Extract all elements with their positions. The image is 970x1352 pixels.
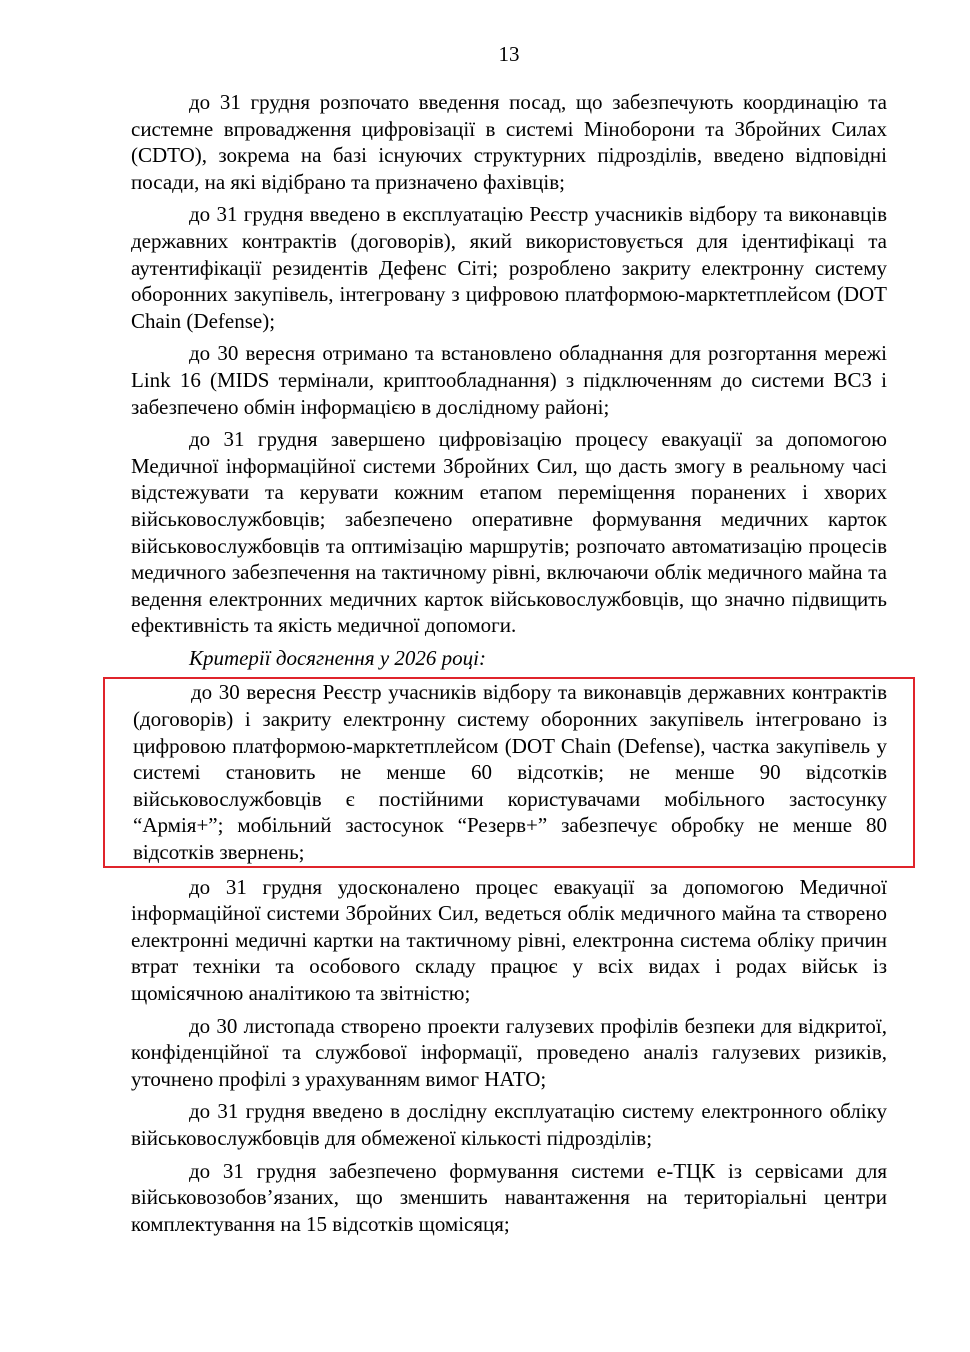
paragraph-link16: до 30 вересня отримано та встановлено обладнання для розгортання мережі Link 16 (MIDS термінали, криптообладнання) з підключенням до системи ВСЗ і забезпечено обмін інформацією в дослідному районі; [131,341,887,419]
paragraph-medical-evacuation: до 31 грудня завершено цифровізацію процесу евакуації за допомогою Медичної інформаційної системи Збройних Сил, що дасть змогу в реальному часі відстежувати та керувати кожним етапом переміщення поранених і хворих військовослужбовців; забезпечено оперативне формування медичних карток військовослужбовців та оптимізацію маршрутів; розпочато автоматизацію процесів медичного забезпечення на тактичному рівні, включаючи облік медичного майна та ведення електронних медичних карток військовослужбовців, що значно підвищить ефективність та якість медичної допомоги. [131,427,887,638]
document-body [131,89,887,1243]
paragraph-personnel-accounting: до 31 грудня введено в дослідну експлуатацію систему електронного обліку військовослужбовців для обмеженої кількості підрозділів; [131,1099,887,1150]
paragraph-e-tck: до 31 грудня забезпечено формування системи е-ТЦК із сервісами для військовозобов’язаних, що зменшить навантаження на територіальні центри комплектування на 15 відсотків щомісяця; [131,1158,887,1236]
highlighted-paragraph: до 30 вересня Реєстр учасників відбору та виконавців державних контрактів (договорів) і закриту електронну систему оборонних закупівель інтегровано із цифровою платформою-марктетплейсом (DOT Chain (Defense), частка закупівель у системі становить не менше 60 відсотків; не менше 90 відсотків військовослужбовців є постійними користувачами мобільного застосунку “Армія+”; мобільний застосунок “Резерв+” забезпечує обробку не менше 80 відсотків звернень; [133,680,887,865]
criteria-heading: Критерії досягнення у 2026 році: [189,645,486,670]
page-number: 13 [498,42,520,66]
paragraph-medical-2026: до 31 грудня удосконалено процес евакуації за допомогою Медичної інформаційної системи Збройних Сил, ведеться облік медичного майна та створено електронні медичні картки на тактичному рівні, електронна система обліку причин втрат техніки та особового складу працює у всіх видах і родах військ із щомісячною аналітикою та звітністю; [131,874,887,1005]
paragraph-cdto: до 31 грудня розпочато введення посад, що забезпечують координацію та системне впровадження цифровізації в системі Міноборони та Збройних Силах (CDTO), зокрема на базі існуючих структурних підрозділів, введено відповідні посади, на які відібрано та призначено фахівців; [131,90,887,194]
paragraph-registry: до 31 грудня введено в експлуатацію Реєстр учасників відбору та виконавців державних контрактів (договорів), який використовується для ідентифікаці та аутентифікації резидентів Дефенс Сіті; розроблено закриту електронну систему оборонних закупівель, інтегровану з цифровою платформою-марктетплейсом (DOT Chain (Defense); [131,202,887,333]
paragraph-security-profiles: до 30 листопада створено проекти галузевих профілів безпеки для відкритої, конфіденційної та службової інформації, проведено аналіз галузевих ризиків, уточнено профілі з урахуванням вимог НАТО; [131,1013,887,1091]
highlight-box [103,677,915,867]
